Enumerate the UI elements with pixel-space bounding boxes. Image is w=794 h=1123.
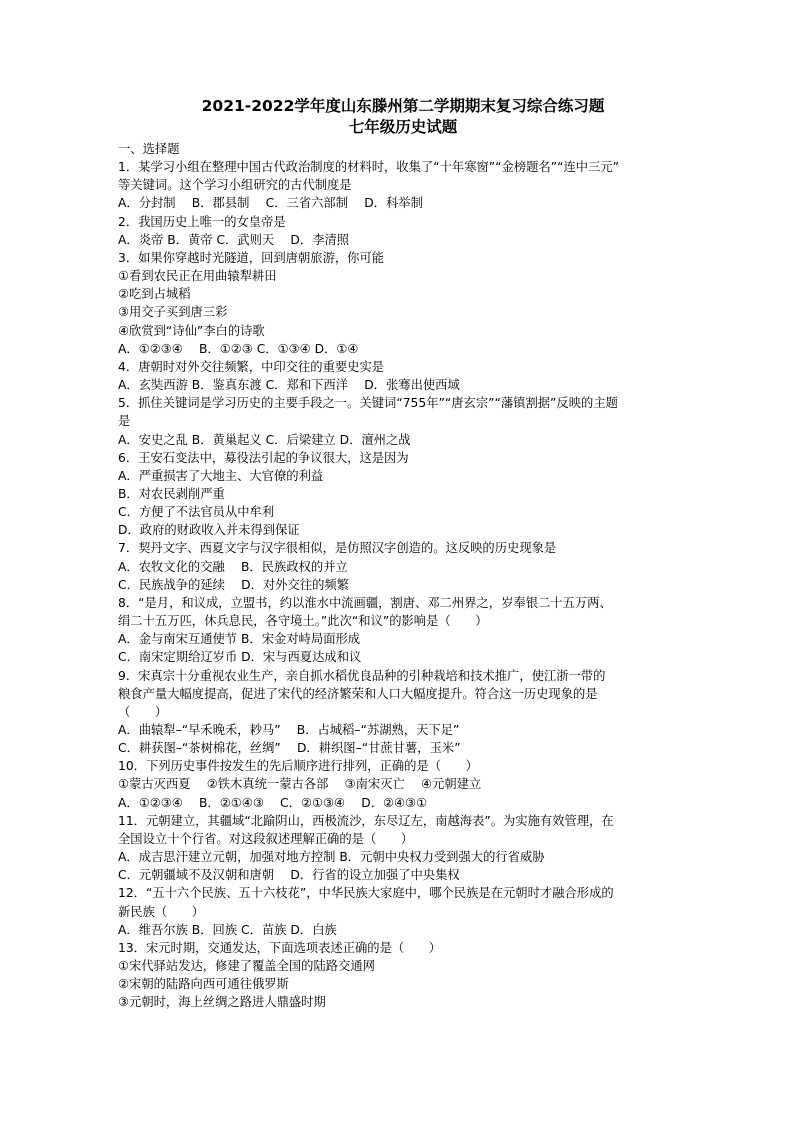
text-line: A．炎帝 B．黄帝 C．武则天 D．李清照 xyxy=(118,232,350,247)
text-line: C．元朝疆域不及汉朝和唐朝 D．行省的设立加强了中央集权 xyxy=(118,868,460,883)
text-line: 13．宋元时期，交通发达，下面选项表述正确的是（ ） xyxy=(118,940,442,955)
text-line: 11．元朝建立，其疆域“北踰阴山，西极流沙，东尽辽左，南越海表”。为实施有效管理，在 xyxy=(118,813,614,828)
text-line: 10．下列历史事件按发生的先后顺序进行排列，正确的是（ ） xyxy=(118,759,478,774)
text-line: 4．唐朝时对外交往频繁，中印交往的重要史实是 xyxy=(118,359,385,374)
text-line: ①蒙古灭西夏 ②铁木真统一蒙古各部 ③南宋灭亡 ④元朝建立 xyxy=(118,777,482,792)
text-line: 一、选择题 xyxy=(118,142,180,156)
text-line: A．①②③④ B．①②③ C．①③④ D．①④ xyxy=(118,341,359,356)
text-line: ④欣赏到“诗仙”李白的诗歌 xyxy=(118,323,265,338)
text-line: 7．契丹文字、西夏文字与汉字很相似，是仿照汉字创造的。这反映的历史现象是 xyxy=(118,541,557,556)
text-line: 2．我国历史上唯一的女皇帝是 xyxy=(118,214,286,229)
text-line: 新民族（ ） xyxy=(118,904,205,919)
text-line: 6．王安石变法中，募役法引起的争议很大，这是因为 xyxy=(118,450,409,465)
text-line: A．成吉思汗建立元朝，加强对地方控制 B．元朝中央权力受到强大的行省威胁 xyxy=(118,850,545,865)
text-line: A．分封制 B．郡县制 C．三省六部制 D．科举制 xyxy=(118,196,423,211)
text-line: ②吃到占城稻 xyxy=(118,287,191,302)
text-line: 1．某学习小组在整理中国古代政治制度的材料时，收集了“十年寒窗”“金榜题名”“连中三元” xyxy=(118,160,620,175)
exam-page xyxy=(118,96,688,1012)
text-line: A．金与南宋互通使节 B．宋金对峙局面形成 xyxy=(118,632,361,647)
text-line: A．农牧文化的交融 B．民族政权的并立 xyxy=(118,559,348,574)
text-line: 12．“五十六个民族、五十六枝花”，中华民族大家庭中，哪个民族是在元朝时才融合形成的 xyxy=(118,886,614,901)
text-line: 8．“是月，和议成，立盟书，约以淮水中流画疆，割唐、邓二州界之，岁奉银二十五万两、 xyxy=(118,595,612,610)
text-line: A．安史之乱 B．黄巢起义 C．后梁建立 D．澶州之战 xyxy=(118,432,411,447)
text-line: 绢二十五万匹，休兵息民，各守境土。”此次“和议”的影响是（ ） xyxy=(118,614,488,629)
text-line: B．对农民剥削严重 xyxy=(118,486,225,501)
text-line: C．民族战争的延续 D．对外交往的频繁 xyxy=(118,577,350,592)
text-line: ①看到农民正在用曲辕犁耕田 xyxy=(118,269,277,284)
exam-title: 2021-2022学年度山东滕州第二学期期末复习综合练习题 xyxy=(201,97,605,115)
text-line: 等关键词。这个学习小组研究的古代制度是 xyxy=(118,178,352,193)
text-line: 是 xyxy=(118,414,131,429)
text-line: 3．如果你穿越时光隧道，回到唐朝旅游，你可能 xyxy=(118,250,385,265)
text-line: ①宋代驿站发达，修建了覆盖全国的陆路交通网 xyxy=(118,959,375,974)
exam-body xyxy=(118,140,688,1012)
text-line: C．方便了不法官员从中牟利 xyxy=(118,505,275,520)
text-line: 全国设立十个行省。对这段叙述理解正确的是（ ） xyxy=(118,831,414,846)
text-line: A．曲辕犁–“早禾晚禾，耖马” B．占城稻–“苏湖熟，天下足” xyxy=(118,723,460,737)
text-line: 5．抓住关键词是学习历史的主要手段之一。关键词“755年”“唐玄宗”“藩镇割据”反映的主题 xyxy=(118,396,618,411)
text-line: 粮食产量大幅度提高，促进了宋代的经济繁荣和人口大幅度提升。符合这一历史现象的是 xyxy=(118,686,598,701)
text-line: A．严重损害了大地主、大官僚的利益 xyxy=(118,468,324,483)
text-line: （ ） xyxy=(118,704,168,719)
text-line: A．维吾尔族 B．回族 C．苗族 D．白族 xyxy=(118,922,337,937)
text-line: ③元朝时，海上丝绸之路进人鼎盛时期 xyxy=(118,995,326,1010)
text-line: D．政府的财政收入并未得到保证 xyxy=(118,523,300,538)
text-line: ③用交子买到唐三彩 xyxy=(118,305,228,320)
text-line: ②宋朝的陆路向西可通往俄罗斯 xyxy=(118,977,289,992)
text-line: 9．宋真宗十分重视农业生产，亲自抓水稻优良品种的引种栽培和技术推广，使江浙一带的 xyxy=(118,668,606,683)
text-line: A．①②③④ B．②①④③ C．②①③④ D．②④③① xyxy=(118,795,428,810)
text-line: A．玄奘西游 B．鉴真东渡 C．郑和下西洋 D．张骞出使西域 xyxy=(118,378,460,393)
text-line: C．耕获图–“茶树棉花，丝绸” D．耕织图–“甘蔗甘薯，玉米” xyxy=(118,741,461,756)
text-line: C．南宋定期给辽岁币 D．宋与西夏达成和议 xyxy=(118,650,362,665)
exam-subtitle: 七年级历史试题 xyxy=(348,118,458,136)
